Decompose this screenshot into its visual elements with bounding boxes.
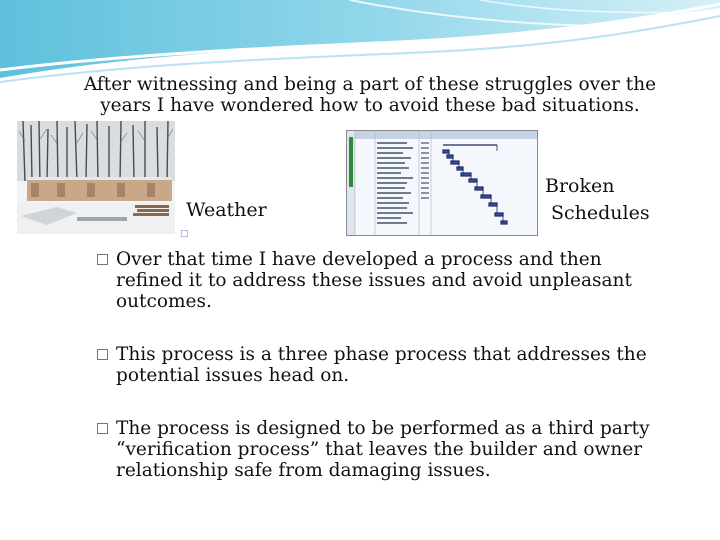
intro-text	[60, 74, 680, 116]
intro-line-2: years I have wondered how to avoid these bad situations.	[100, 95, 640, 116]
bullet-list	[97, 249, 662, 513]
broken-schedule-gantt-image	[346, 130, 538, 236]
empty-bullet-marker-icon: □	[180, 229, 189, 239]
bullet-line: outcomes.	[116, 291, 212, 312]
bullet-line: refined it to address these issues and avoid unpleasant	[116, 270, 632, 291]
bullet-box-icon	[97, 423, 108, 434]
weather-construction-photo	[17, 121, 175, 234]
bullet-box-icon	[97, 254, 108, 265]
bullet-box-icon	[97, 349, 108, 360]
bullet-line: This process is a three phase process that addresses the	[116, 344, 647, 365]
bullet-item	[97, 249, 662, 312]
bullet-item	[97, 344, 662, 386]
intro-line-1: After witnessing and being a part of these struggles over the	[83, 74, 657, 95]
bullet-line: relationship safe from damaging issues.	[116, 460, 491, 481]
bullet-line: “verification process” that leaves the builder and owner	[116, 439, 643, 460]
bullet-line: The process is designed to be performed as a third party	[116, 418, 650, 439]
header-wave-decoration	[0, 0, 720, 85]
weather-caption: Weather	[186, 199, 267, 221]
broken-schedules-caption-line-2: Schedules	[551, 202, 650, 224]
broken-schedules-caption	[545, 173, 655, 227]
bullet-line: Over that time I have developed a process and then	[116, 249, 602, 270]
bullet-item	[97, 418, 662, 481]
bullet-line: potential issues head on.	[116, 365, 350, 386]
broken-schedules-caption-line-1: Broken	[545, 175, 615, 197]
